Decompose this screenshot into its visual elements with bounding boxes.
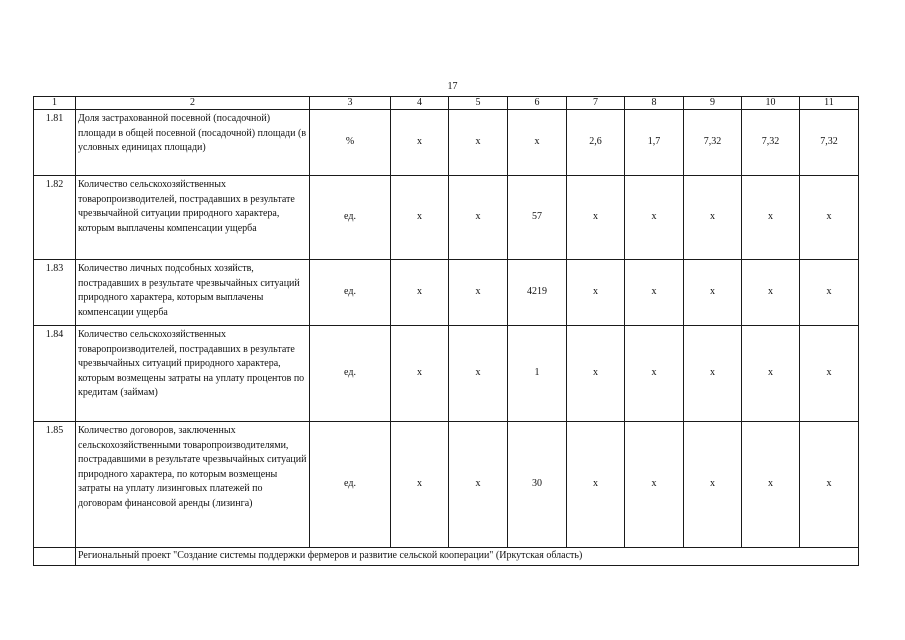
indicator-description: Количество сельскохозяйственных товаропроизводителей, пострадавших в результате чрезвычайной ситуации природного характера, которым выплачены компенсации ущерба — [76, 176, 310, 260]
indicators-table — [33, 96, 859, 566]
value-cell: 7,32 — [742, 110, 800, 176]
indicator-description: Количество договоров, заключенных сельскохозяйственными товаропроизводителями, пострадавшими в результате чрезвычайных ситуаций природного характера, по которым возмещены затраты на уплату лизинговых платежей по договорам финансовой аренды (лизинга) — [76, 422, 310, 548]
value-cell: x — [391, 260, 449, 326]
value-cell: x — [742, 260, 800, 326]
table-row — [34, 176, 859, 260]
value-cell: x — [684, 260, 742, 326]
value-cell: x — [684, 422, 742, 548]
value-cell: x — [391, 422, 449, 548]
value-cell: x — [800, 326, 859, 422]
value-cell: x — [449, 422, 508, 548]
value-cell: x — [800, 260, 859, 326]
value-cell: x — [508, 110, 567, 176]
unit-cell: ед. — [310, 326, 391, 422]
value-cell: x — [391, 326, 449, 422]
value-cell: x — [625, 260, 684, 326]
column-number: 1 — [34, 97, 76, 110]
row-number: 1.83 — [34, 260, 76, 326]
column-number: 9 — [684, 97, 742, 110]
value-cell: x — [391, 176, 449, 260]
value-cell: x — [800, 422, 859, 548]
indicator-description: Доля застрахованной посевной (посадочной) площади в общей посевной (посадочной) площади (в условных единицах площади) — [76, 110, 310, 176]
column-number: 10 — [742, 97, 800, 110]
unit-cell: ед. — [310, 260, 391, 326]
column-number: 8 — [625, 97, 684, 110]
value-cell: 30 — [508, 422, 567, 548]
column-number: 6 — [508, 97, 567, 110]
value-cell: x — [449, 260, 508, 326]
column-number: 5 — [449, 97, 508, 110]
table-row — [34, 422, 859, 548]
unit-cell: ед. — [310, 422, 391, 548]
value-cell: x — [449, 176, 508, 260]
table-row — [34, 260, 859, 326]
row-number: 1.82 — [34, 176, 76, 260]
project-row — [34, 548, 859, 566]
value-cell: 7,32 — [800, 110, 859, 176]
unit-cell: % — [310, 110, 391, 176]
column-number: 2 — [76, 97, 310, 110]
value-cell: 1 — [508, 326, 567, 422]
row-number-empty — [34, 548, 76, 566]
value-cell: x — [742, 176, 800, 260]
unit-cell: ед. — [310, 176, 391, 260]
value-cell: x — [684, 326, 742, 422]
column-number: 11 — [800, 97, 859, 110]
value-cell: x — [567, 326, 625, 422]
column-number: 4 — [391, 97, 449, 110]
value-cell: 2,6 — [567, 110, 625, 176]
column-number: 3 — [310, 97, 391, 110]
value-cell: x — [742, 422, 800, 548]
value-cell: x — [449, 110, 508, 176]
row-number: 1.85 — [34, 422, 76, 548]
value-cell: x — [800, 176, 859, 260]
value-cell: x — [567, 176, 625, 260]
value-cell: 1,7 — [625, 110, 684, 176]
value-cell: 7,32 — [684, 110, 742, 176]
indicator-description: Количество сельскохозяйственных товаропроизводителей, пострадавших в результате чрезвычайных ситуаций природного характера, которым возмещены затраты на уплату процентов по кредитам (займам) — [76, 326, 310, 422]
value-cell: x — [625, 326, 684, 422]
value-cell: x — [567, 422, 625, 548]
table-row — [34, 326, 859, 422]
column-number-row — [34, 97, 859, 110]
table-row — [34, 110, 859, 176]
value-cell: 4219 — [508, 260, 567, 326]
value-cell: x — [742, 326, 800, 422]
value-cell: 57 — [508, 176, 567, 260]
value-cell: x — [684, 176, 742, 260]
row-number: 1.84 — [34, 326, 76, 422]
value-cell: x — [625, 422, 684, 548]
column-number: 7 — [567, 97, 625, 110]
regional-project-title: Региональный проект "Создание системы поддержки фермеров и развитие сельской кооперации" (Иркутская область) — [76, 548, 859, 566]
row-number: 1.81 — [34, 110, 76, 176]
value-cell: x — [449, 326, 508, 422]
indicator-description: Количество личных подсобных хозяйств, пострадавших в результате чрезвычайных ситуаций природного характера, которым выплачены компенсации ущерба — [76, 260, 310, 326]
value-cell: x — [625, 176, 684, 260]
value-cell: x — [567, 260, 625, 326]
value-cell: x — [391, 110, 449, 176]
page-number: 17 — [447, 81, 458, 92]
